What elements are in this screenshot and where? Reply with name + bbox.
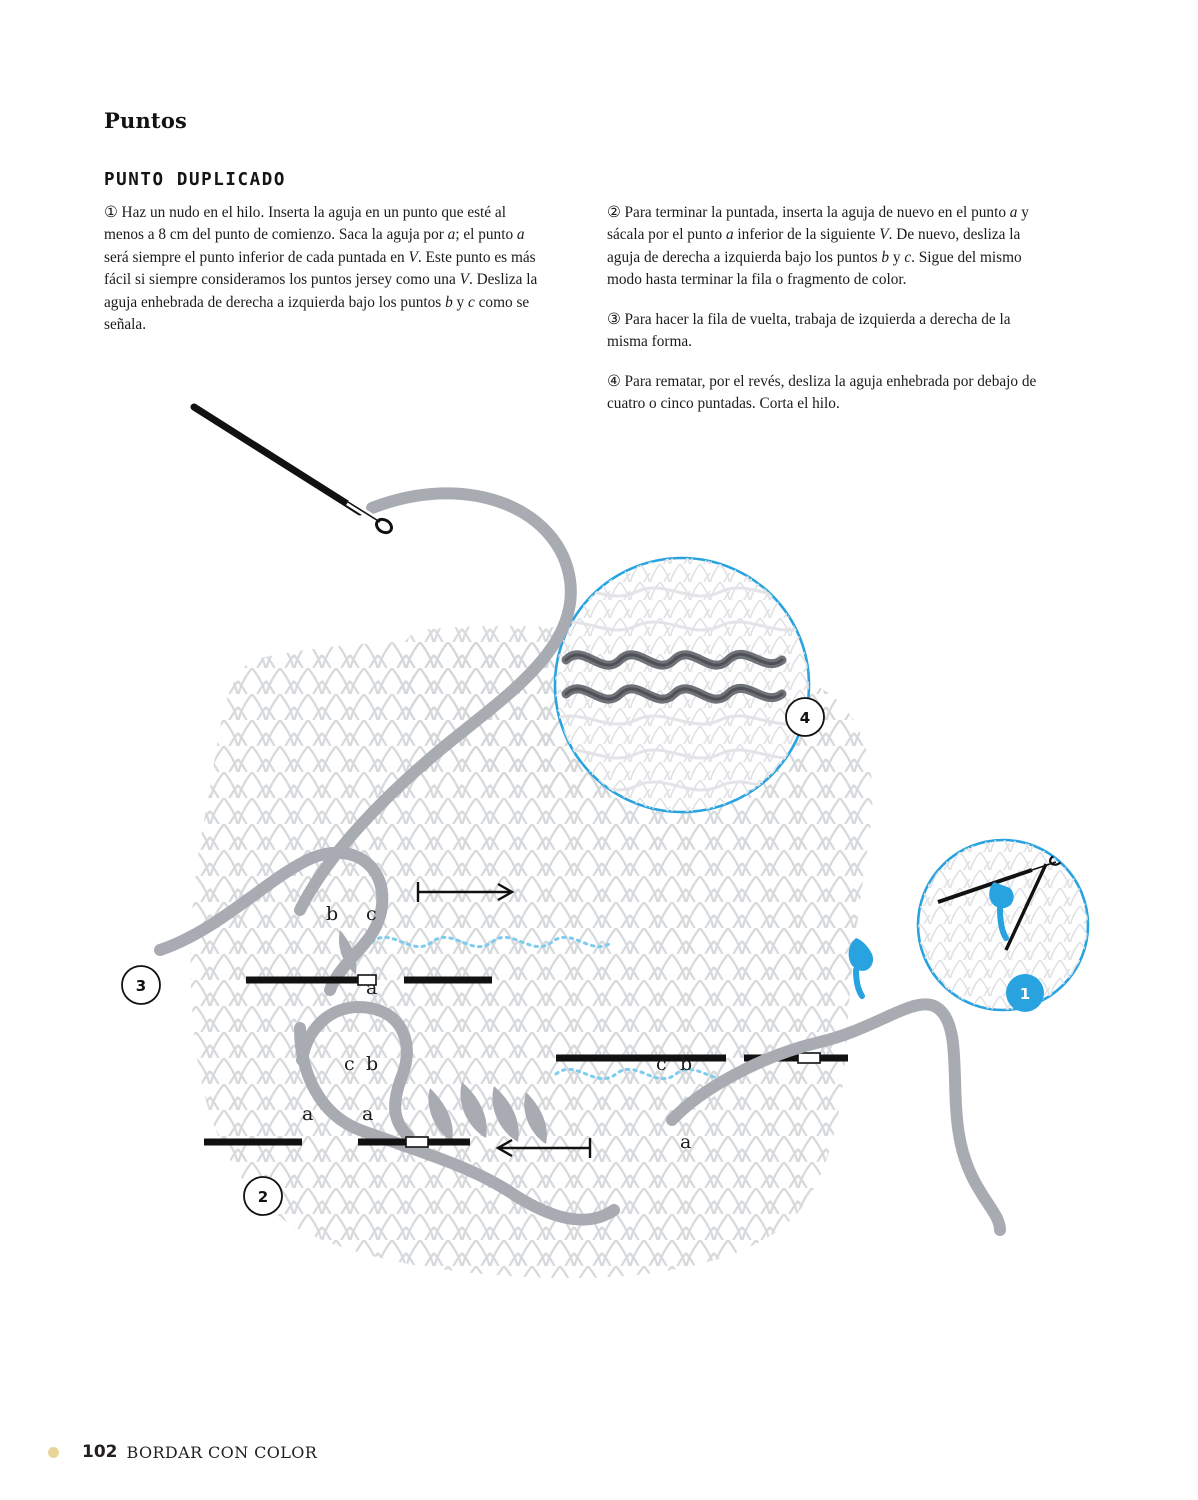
paragraph-1: ① Haz un nudo en el hilo. Inserta la aguja en un punto que esté al menos a 8 cm del punto de comienzo. Saca la aguja por a; el punto a será siempre el punto inferior de cada puntada en V. Este punto es más fácil si siempre consideramos los puntos jersey como una V. Desliza la aguja enhebrada de derecha a izquierda bajo los puntos b y c como se señala. [104, 204, 538, 334]
technique-illustration [0, 330, 1198, 1390]
footer-dot-icon [48, 1447, 59, 1458]
blue-knot-icon [849, 938, 873, 996]
stitch-label-c3: c [656, 1053, 667, 1075]
paragraph-2: ② Para terminar la puntada, inserta la aguja de nuevo en el punto a y sácala por el punto a inferior de la siguiente V. De nuevo, desliza la aguja de derecha a izquierda bajo los puntos b y c. Sigue del mismo modo hasta terminar la fila o fragmento de color. [607, 204, 1029, 289]
page-footer [48, 1442, 317, 1462]
needle-top [194, 407, 394, 535]
stitch-label-a: a [366, 977, 378, 999]
step-badge-3 [122, 966, 160, 1004]
body-column-left [104, 202, 547, 337]
subsection-title: PUNTO DUPLICADO [104, 170, 287, 190]
stitch-label-b2: b [366, 1053, 379, 1075]
step-badge-1 [1006, 974, 1044, 1012]
paragraph-4: ④ Para rematar, por el revés, desliza la aguja enhebrada por debajo de cuatro o cinco puntadas. Corta el hilo. [607, 372, 1037, 413]
page-title: Puntos [104, 108, 188, 133]
stitch-label-a4: a [680, 1131, 692, 1153]
stitch-label-c: c [366, 903, 377, 925]
step-badge-4 [786, 698, 824, 736]
step-badge-1-label: 1 [1019, 985, 1031, 1003]
step-badge-2-label: 2 [257, 1188, 269, 1206]
footer-page-number: 102 [82, 1442, 118, 1462]
step-badge-4-label: 4 [799, 709, 811, 727]
footer-book-title: BORDAR CON COLOR [126, 1442, 318, 1462]
step-badge-3-label: 3 [135, 977, 147, 995]
stitch-label-b3: b [680, 1053, 693, 1075]
stitch-label-c2: c [344, 1053, 355, 1075]
stitch-label-a2: a [302, 1103, 314, 1125]
stitch-label-b: b [326, 903, 339, 925]
stitch-label-a3: a [362, 1103, 374, 1125]
step-badge-2 [244, 1177, 282, 1215]
paragraph-3: ③ Para hacer la fila de vuelta, trabaja de izquierda a derecha de la misma forma. [607, 310, 1011, 351]
detail-circle-1 [918, 840, 1090, 1012]
